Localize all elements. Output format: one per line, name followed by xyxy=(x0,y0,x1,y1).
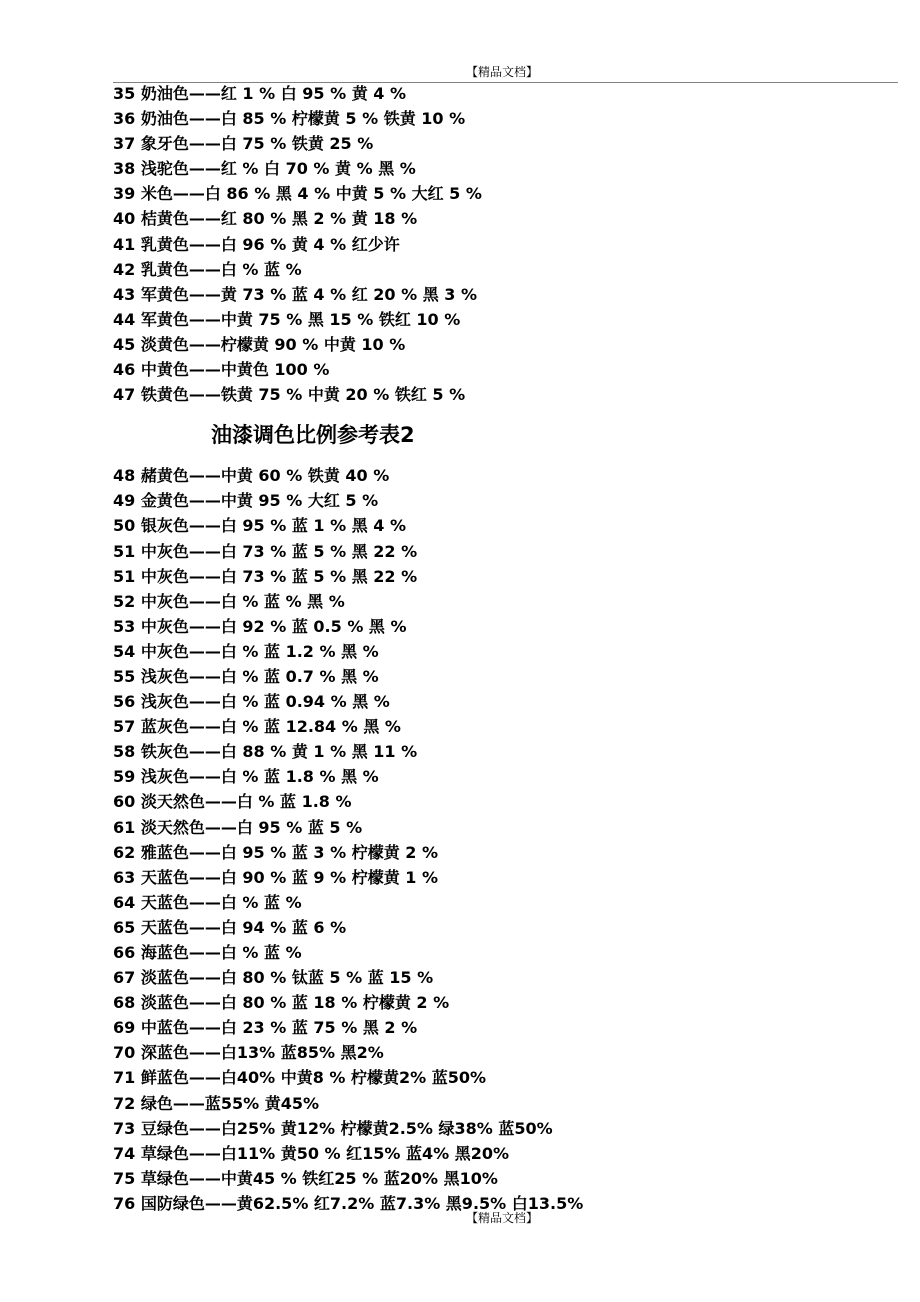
list-item: 63 天蓝色——白 90 % 蓝 9 % 柠檬黄 1 % xyxy=(113,867,439,887)
list-item: 73 豆绿色——白25% 黄12% 柠檬黄2.5% 绿38% 蓝50% xyxy=(113,1118,553,1138)
list-item: 40 桔黄色——红 80 % 黑 2 % 黄 18 % xyxy=(113,209,418,229)
list-item: 35 奶油色——红 1 % 白 95 % 黄 4 % xyxy=(113,84,407,103)
color-ratio-list xyxy=(113,81,893,1216)
list-item: 68 淡蓝色——白 80 % 蓝 18 % 柠檬黄 2 % xyxy=(113,993,450,1013)
list-item: 55 浅灰色——白 % 蓝 0.7 % 黑 % xyxy=(113,666,379,686)
list-item: 54 中灰色——白 % 蓝 1.2 % 黑 % xyxy=(113,641,379,661)
list-item: 62 雅蓝色——白 95 % 蓝 3 % 柠檬黄 2 % xyxy=(113,842,439,862)
section-title: 油漆调色比例参考表2 xyxy=(211,423,415,448)
list-item: 45 淡黄色——柠檬黄 90 % 中黄 10 % xyxy=(113,334,406,354)
list-item: 49 金黄色——中黄 95 % 大红 5 % xyxy=(113,491,379,511)
list-item: 50 银灰色——白 95 % 蓝 1 % 黑 4 % xyxy=(113,516,407,536)
list-item: 47 铁黄色——铁黄 75 % 中黄 20 % 铁红 5 % xyxy=(113,385,466,405)
list-item: 44 军黄色——中黄 75 % 黑 15 % 铁红 10 % xyxy=(113,309,461,329)
list-item: 57 蓝灰色——白 % 蓝 12.84 % 黑 % xyxy=(113,717,401,737)
list-item: 48 赭黄色——中黄 60 % 铁黄 40 % xyxy=(113,466,390,486)
list-item: 61 淡天然色——白 95 % 蓝 5 % xyxy=(113,817,363,837)
list-item: 65 天蓝色——白 94 % 蓝 6 % xyxy=(113,917,347,937)
list-item: 59 浅灰色——白 % 蓝 1.8 % 黑 % xyxy=(113,767,379,787)
list-item: 56 浅灰色——白 % 蓝 0.94 % 黑 % xyxy=(113,692,390,712)
list-item: 46 中黄色——中黄色 100 % xyxy=(113,360,330,380)
list-item: 74 草绿色——白11% 黄50 % 红15% 蓝4% 黑20% xyxy=(113,1143,510,1163)
list-item: 72 绿色——蓝55% 黄45% xyxy=(113,1093,320,1113)
list-item: 58 铁灰色——白 88 % 黄 1 % 黑 11 % xyxy=(113,742,418,762)
list-item: 37 象牙色——白 75 % 铁黄 25 % xyxy=(113,134,374,154)
page-footer-label: 【精品文档】 xyxy=(465,1211,538,1225)
list-item: 51 中灰色——白 73 % 蓝 5 % 黑 22 % xyxy=(113,566,418,586)
list-item: 70 深蓝色——白13% 蓝85% 黑2% xyxy=(113,1043,384,1063)
list-item: 36 奶油色——白 85 % 柠檬黄 5 % 铁黄 10 % xyxy=(113,109,466,129)
list-item: 69 中蓝色——白 23 % 蓝 75 % 黑 2 % xyxy=(113,1018,418,1038)
list-item: 52 中灰色——白 % 蓝 % 黑 % xyxy=(113,591,345,611)
list-item: 38 浅驼色——红 % 白 70 % 黄 % 黑 % xyxy=(113,159,416,179)
list-item: 75 草绿色——中黄45 % 铁红25 % 蓝20% 黑10% xyxy=(113,1168,498,1188)
list-item: 42 乳黄色——白 % 蓝 % xyxy=(113,259,302,279)
page-header-label: 【精品文档】 xyxy=(465,65,538,79)
list-item: 71 鲜蓝色——白40% 中黄8 % 柠檬黄2% 蓝50% xyxy=(113,1068,487,1088)
list-item: 64 天蓝色——白 % 蓝 % xyxy=(113,892,302,912)
section-1-lines xyxy=(113,81,893,407)
list-item: 60 淡天然色——白 % 蓝 1.8 % xyxy=(113,792,352,812)
list-item: 67 淡蓝色——白 80 % 钛蓝 5 % 蓝 15 % xyxy=(113,968,434,988)
list-item: 66 海蓝色——白 % 蓝 % xyxy=(113,943,302,962)
section-2-lines xyxy=(113,463,893,1216)
list-item: 76 国防绿色——黄62.5% 红7.2% 蓝7.3% 黑9.5% 白13.5% xyxy=(113,1193,584,1213)
list-item: 51 中灰色——白 73 % 蓝 5 % 黑 22 % xyxy=(113,541,418,561)
list-item: 43 军黄色——黄 73 % 蓝 4 % 红 20 % 黑 3 % xyxy=(113,284,478,304)
list-item: 39 米色——白 86 % 黑 4 % 中黄 5 % 大红 5 % xyxy=(113,184,482,204)
list-item: 53 中灰色——白 92 % 蓝 0.5 % 黑 % xyxy=(113,616,407,636)
list-item: 41 乳黄色——白 96 % 黄 4 % 红少许 xyxy=(113,234,400,254)
